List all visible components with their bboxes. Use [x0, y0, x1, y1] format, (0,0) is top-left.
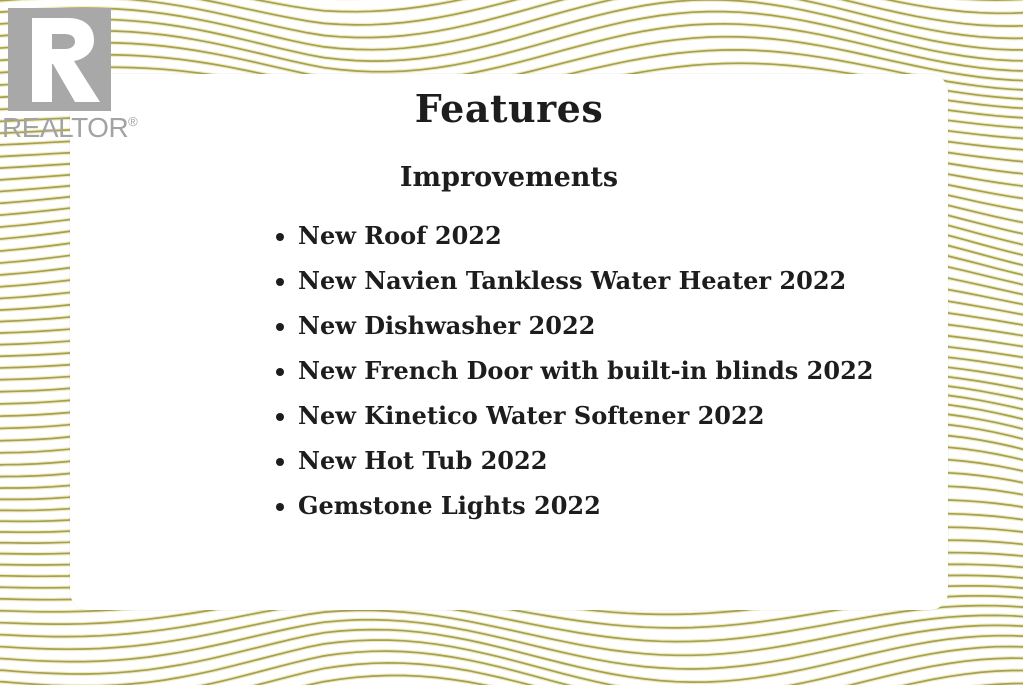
realtor-logo: [2, 8, 138, 144]
section-subtitle: Improvements: [399, 161, 619, 193]
features-card: [70, 74, 948, 610]
list-item: • Gemstone Lights 2022: [298, 483, 948, 528]
list-item: • New Roof 2022: [298, 213, 948, 258]
registered-trademark-symbol: ®: [128, 114, 138, 129]
improvements-list: [70, 213, 948, 528]
realtor-wordmark: [2, 112, 138, 144]
realtor-r-icon: [8, 8, 111, 111]
list-item: • New French Door with built-in blinds 2022: [298, 348, 948, 393]
list-item: • New Navien Tankless Water Heater 2022: [298, 258, 948, 303]
list-item: • New Dishwasher 2022: [298, 303, 948, 348]
list-item: • New Hot Tub 2022: [298, 438, 948, 483]
realtor-wordmark-text: REALTOR: [2, 112, 129, 143]
page-title: Features: [414, 86, 604, 131]
list-item: • New Kinetico Water Softener 2022: [298, 393, 948, 438]
